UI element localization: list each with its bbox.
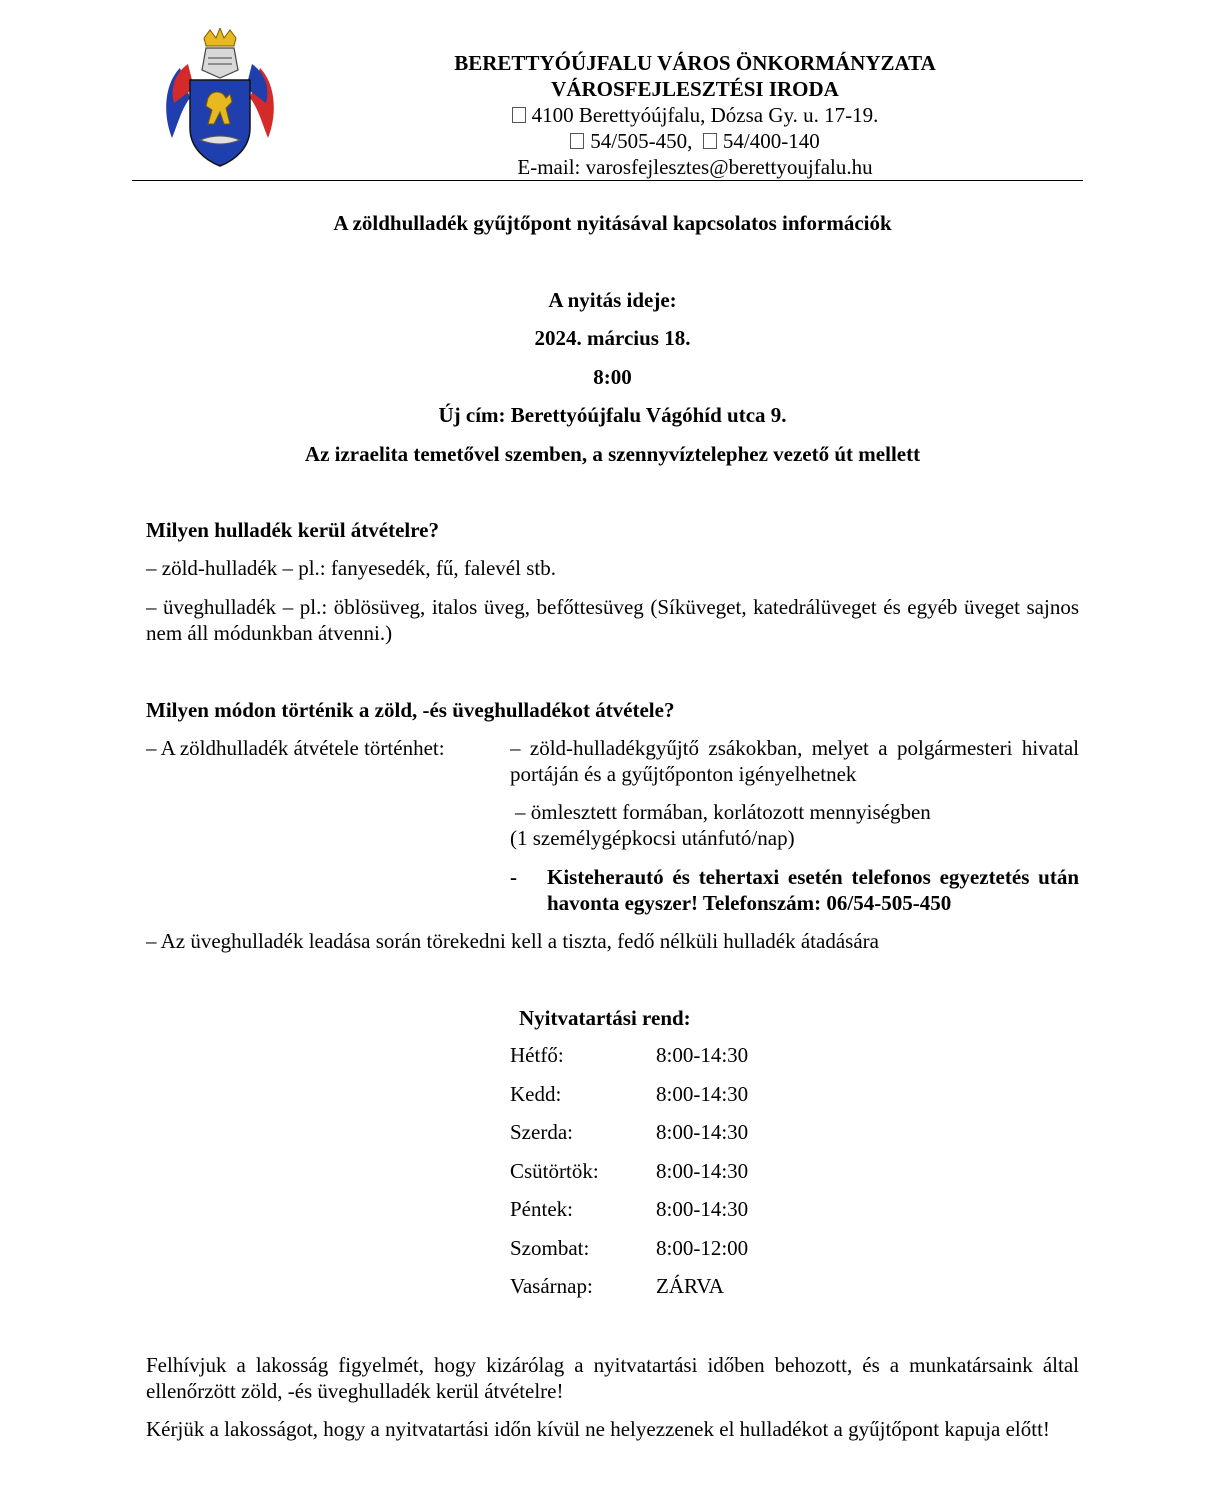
header-divider — [132, 180, 1083, 181]
org-name: BERETTYÓÚJFALU VÁROS ÖNKORMÁNYZATA — [454, 51, 936, 75]
method-option-truck-dash: - — [510, 865, 517, 889]
schedule-row: Szerda: 8:00-14:30 — [510, 1120, 749, 1144]
coat-of-arms-logo — [160, 28, 280, 168]
document-title: A zöldhulladék gyűjtőpont nyitásával kapcsolatos információk — [333, 211, 892, 235]
opening-date: 2024. március 18. — [534, 326, 691, 350]
phone-line: 54/505-450, 54/400-140 — [300, 128, 1090, 154]
schedule-row: Péntek: 8:00-14:30 — [510, 1197, 749, 1221]
schedule-row: Kedd: 8:00-14:30 — [510, 1081, 749, 1106]
new-address: Új cím: Berettyóújfalu Vágóhíd utca 9. — [438, 403, 787, 427]
schedule-heading: Nyitvatartási rend: — [519, 1006, 691, 1030]
location-note: Az izraelita temetővel szemben, a szennyvíztelephez vezető út mellett — [304, 442, 921, 466]
method-option-bulk: – ömlesztett formában, korlátozott mennyiségben (1 személygépkocsi utánfutó/nap) — [510, 800, 931, 850]
accepted-item-glass: – üveghulladék – pl.: öblösüveg, italos üveg, befőttesüveg (Síküveget, katedrálüveget és egyéb üveget sajnos nem áll módunkban átvenni.) — [146, 595, 1079, 645]
method-option-truck: Kisteherautó és tehertaxi esetén telefonos egyeztetés után havonta egyszer! Telefonszám: 06/54-505-450 — [547, 865, 1079, 915]
address-line: 4100 Berettyóújfalu, Dózsa Gy. u. 17-19. — [300, 102, 1090, 128]
email-line: E-mail: varosfejlesztes@berettyoujfalu.hu — [517, 155, 873, 179]
schedule-row: Vasárnap: ZÁRVA — [510, 1274, 724, 1298]
schedule-row: Szombat: 8:00-12:00 — [510, 1235, 749, 1260]
method-option-bags: – zöld-hulladékgyűjtő zsákokban, melyet a polgármesteri hivatal portáján és a gyűjtőponton igényelhetnek — [510, 736, 1079, 786]
green-method-label: – A zöldhulladék átvétele történhet: — [146, 736, 445, 760]
schedule-table — [510, 1043, 910, 1313]
office-name: VÁROSFEJLESZTÉSI IRODA — [551, 77, 839, 101]
opening-time: 8:00 — [593, 365, 632, 389]
method-heading: Milyen módon történik a zöld, -és üveghulladékot átvétele? — [146, 698, 675, 722]
schedule-row: Csütörtök: 8:00-14:30 — [510, 1158, 749, 1183]
schedule-row: Hétfő: 8:00-14:30 — [510, 1043, 749, 1067]
letterhead — [300, 50, 1090, 180]
phone-icon — [570, 133, 584, 149]
envelope-icon — [512, 107, 526, 123]
fax-icon — [703, 133, 717, 149]
opening-label: A nyitás ideje: — [548, 288, 677, 312]
glass-note: – Az üveghulladék leadása során törekedni kell a tiszta, fedő nélküli hulladék átadására — [146, 929, 879, 953]
accepted-heading: Milyen hulladék kerül átvételre? — [146, 518, 440, 542]
notice-checked-waste: Felhívjuk a lakosság figyelmét, hogy kizárólag a nyitvatartási időben behozott, és a munkatársaink által ellenőrzött zöld, -és üveghulladék kerül átvételre! — [146, 1353, 1079, 1403]
accepted-item-green: – zöld-hulladék – pl.: fanyesedék, fű, falevél stb. — [146, 556, 556, 580]
notice-no-dumping: Kérjük a lakosságot, hogy a nyitvatartási időn kívül ne helyezzenek el hulladékot a gyűjtőpont kapuja előtt! — [146, 1417, 1050, 1441]
